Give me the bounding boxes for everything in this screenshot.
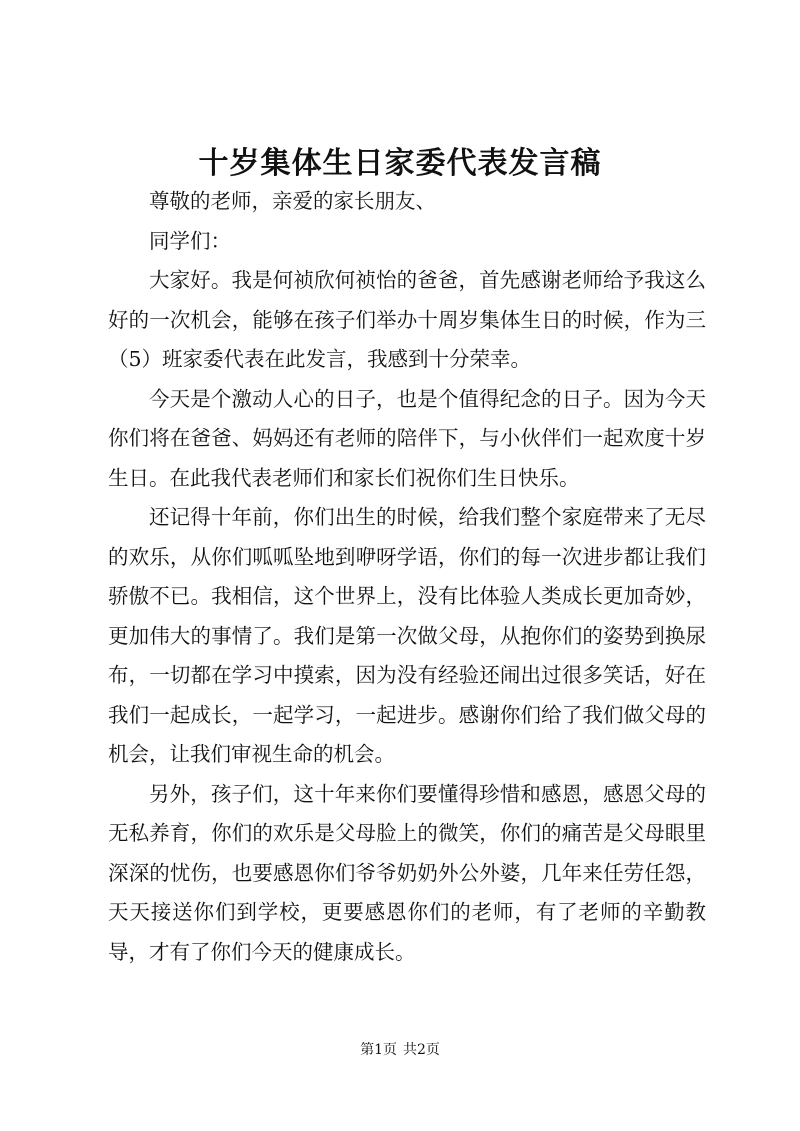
salutation-line-2: 同学们： [149, 228, 231, 253]
paragraph-memories: 还记得十年前，你们出生的时候，给我们整个家庭带来了无尽的欢乐，从你们呱呱坠地到咿呀学语，你们的每一次进步都让我们骄傲不已。我相信，这个世界上，没有比体验人类成长更加奇妙，更加伟大的事情了。我们是第一次做父母，从抱你们的姿势到换尿布，一切都在学习中摸索，因为没有经验还闹出过很多笑话，好在我们一起成长，一起学习，一起进步。感谢你们给了我们做父母的机会，让我们审视生命的机会。 [108, 505, 706, 766]
paragraph-birthday: 今天是个激动人心的日子，也是个值得纪念的日子。因为今天你们将在爸爸、妈妈还有老师的陪伴下，与小伙伴们一起欢度十岁生日。在此我代表老师们和家长们祝你们生日快乐。 [108, 386, 706, 490]
page-total: 共2页 [403, 1042, 440, 1058]
page-number: 第1页 [360, 1042, 397, 1058]
document-body [108, 182, 706, 972]
document-title: 十岁集体生日家委代表发言稿 [198, 146, 602, 181]
paragraph-gratitude: 另外，孩子们，这十年来你们要懂得珍惜和感恩，感恩父母的无私养育，你们的欢乐是父母脸上的微笑，你们的痛苦是父母眼里深深的忧伤，也要感恩你们爷爷奶奶外公外婆，几年来任劳任怨，天天接送你们到学校，更要感恩你们的老师，有了老师的辛勤教导，才有了你们今天的健康成长。 [108, 781, 706, 964]
salutation-line-1: 尊敬的老师，亲爱的家长朋友、 [149, 189, 436, 213]
page-footer [0, 1040, 800, 1060]
paragraph-greeting: 大家好。我是何祯欣何祯怡的爸爸，首先感谢老师给予我这么好的一次机会，能够在孩子们举办十周岁集体生日的时候，作为三（5）班家委代表在此发言，我感到十分荣幸。 [108, 268, 706, 371]
